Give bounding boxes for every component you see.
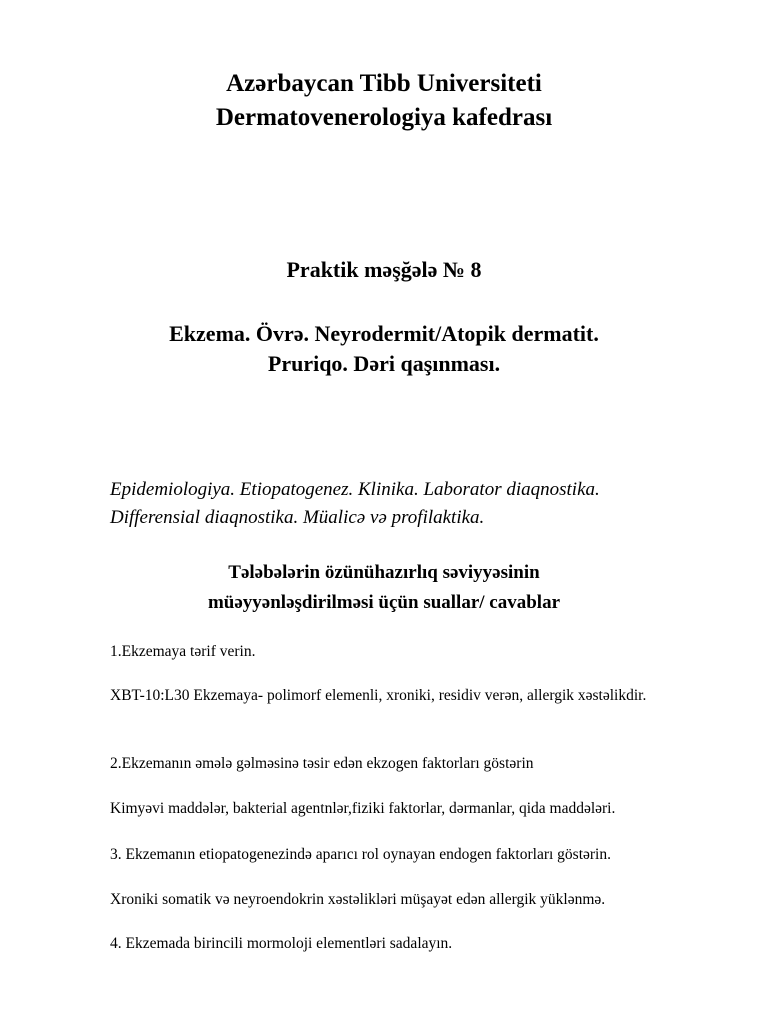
questions-heading (0, 558, 768, 618)
questions-heading-line-1: Tələbələrin özünühazırlıq səviyyəsinin (228, 562, 540, 583)
questions-heading-line-2: müəyyənləşdirilməsi üçün suallar/ cavablar (207, 592, 561, 613)
department-name: Dermatovenerologiya kafedrası (215, 104, 553, 131)
subtopics-line-2: Differensial diaqnostika. Müalicə və profilaktika. (110, 507, 485, 528)
topic-line-2: Pruriqo. Dəri qaşınması. (267, 351, 501, 376)
question-3: 3. Ekzemanın etiopatogenezində aparıcı rol oynayan endogen faktorları göstərin. (110, 846, 611, 863)
answer-1: XBT-10:L30 Ekzemaya- polimorf elemenli, xroniki, residiv verən, allergik xəstəlikdir. (110, 687, 647, 704)
subtopics-line-1: Epidemiologiya. Etiopatogenez. Klinika. Laborator diaqnostika. (110, 479, 600, 500)
lesson-title: Praktik məşğələ № 8 (286, 257, 482, 282)
topic-line-1: Ekzema. Övrə. Neyrodermit/Atopik dermatit. (169, 321, 599, 346)
question-4: 4. Ekzemada birincili mormoloji elementləri sadalayın. (110, 935, 453, 952)
answer-3: Xroniki somatik və neyroendokrin xəstəlikləri müşayət edən allergik yüklənmə. (110, 891, 606, 908)
institution-header (0, 67, 768, 135)
university-name: Azərbaycan Tibb Universiteti (226, 70, 542, 97)
question-1: 1.Ekzemaya tərif verin. (110, 643, 256, 660)
answer-2: Kimyəvi maddələr, bakterial agentnlər,fiziki faktorlar, dərmanlar, qida maddələri. (110, 800, 616, 817)
topic-title (0, 319, 768, 379)
question-2: 2.Ekzemanın əmələ gəlməsinə təsir edən ekzogen faktorları göstərin (110, 755, 534, 772)
subtopics (110, 476, 750, 532)
